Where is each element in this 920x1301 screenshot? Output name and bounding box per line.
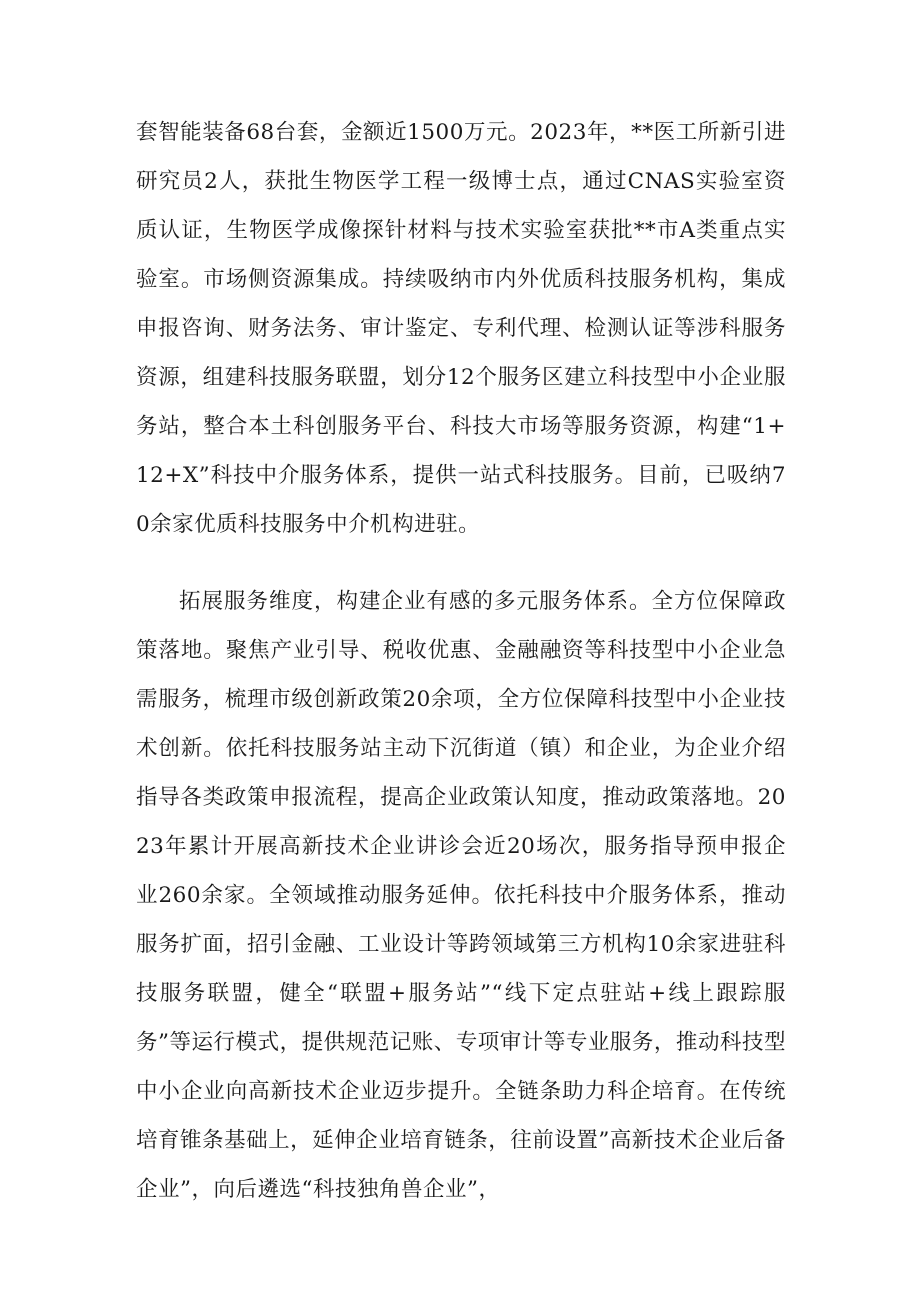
paragraph-2: 拓展服务维度，构建企业有感的多元服务体系。全方位保障政策落地。聚焦产业引导、税收优惠、金融融资等科技型中小企业急需服务，梳理市级创新政策20余项，全方位保障科技型中小企业技术创新。依托科技服务站主动下沉街道（镇）和企业，为企业介绍指导各类政策申报流程，提高企业政策认知度，推动政策落地。2023年累计开展高新技术企业讲诊会近20场次，服务指导预申报企业260余家。全领域推动服务延伸。依托科技中介服务体系，推动服务扩面，招引金融、工业设计等跨领域第三方机构10余家进驻科技服务联盟，健全“联盟+服务站”“线下定点驻站+线上跟踪服务”等运行模式，提供规范记账、专项审计等专业服务，推动科技型中小企业向高新技术企业迈步提升。全链条助力科企培育。在传统培育锥条基础上，延伸企业培育链条，往前设置”高新技术企业后备企业”，向后遴选“科技独角兽企业”， <box>136 589 786 1202</box>
document-body <box>136 108 786 1214</box>
paragraph-1: 套智能装备68台套，金额近1500万元。2023年，**医工所新引进研究员2人，获批生物医学工程一级博士点，通过CNAS实验室资质认证，生物医学成像探针材料与技术实验室获批**市A类重点实验室。市场侧资源集成。持续吸纳市内外优质科技服务机构，集成申报咨询、财务法务、审计鉴定、专利代理、检测认证等涉科服务资源，组建科技服务联盟，划分12个服务区建立科技型中小企业服务站，整合本土科创服务平台、科技大市场等服务资源，构建“1+12+X”科技中介服务体系，提供一站式科技服务。目前，已吸纳70余家优质科技服务中介机构进驻。 <box>136 120 786 537</box>
